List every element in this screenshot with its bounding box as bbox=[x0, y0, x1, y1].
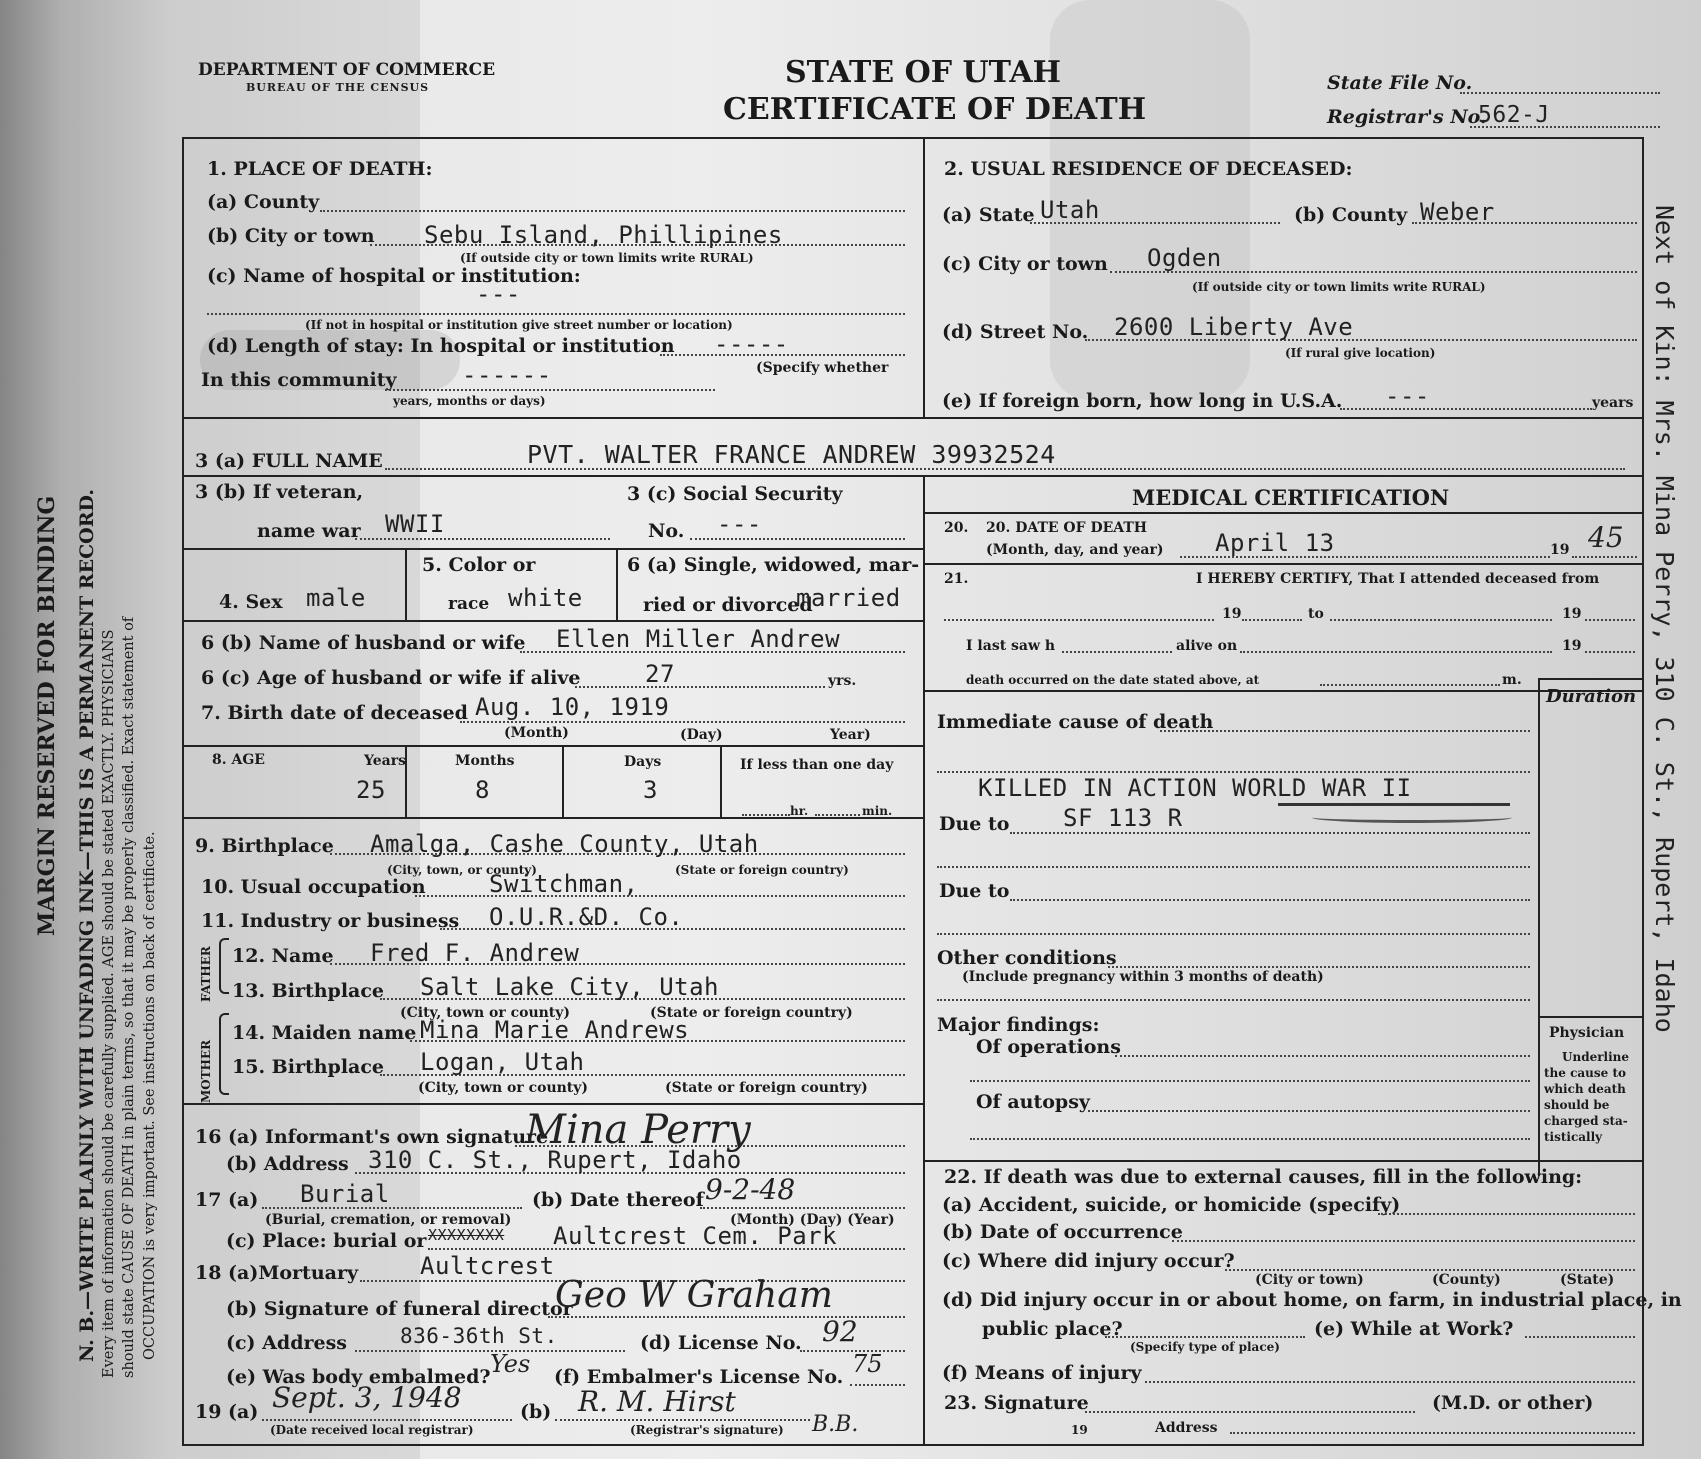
date-thereof-label: (b) Date thereof bbox=[532, 1189, 704, 1211]
while-at-work-label: (e) While at Work? bbox=[1314, 1318, 1514, 1340]
md-label: (M.D. or other) bbox=[1432, 1392, 1594, 1414]
date-thereof-value: 9-2-48 bbox=[705, 1173, 796, 1206]
physician-note-4: should be bbox=[1544, 1098, 1610, 1112]
external-causes-label: 22. If death was due to external causes, fill in the following: bbox=[944, 1166, 1583, 1188]
received-label: 19 (a) bbox=[195, 1401, 259, 1423]
months-value: 8 bbox=[475, 776, 490, 804]
of-autopsy-label: Of autopsy bbox=[976, 1091, 1090, 1113]
due-to-1-label: Due to bbox=[939, 813, 1010, 835]
residence-street-label: (d) Street No. bbox=[942, 321, 1089, 343]
received-hint: (Date received local registrar) bbox=[270, 1423, 474, 1437]
embalmer-label: (f) Embalmer's License No. bbox=[554, 1366, 844, 1388]
birth-date-label: 7. Birth date of deceased bbox=[201, 702, 468, 724]
where-hint-city: (City or town) bbox=[1255, 1272, 1364, 1288]
accident-label: (a) Accident, suicide, or homicide (specify) bbox=[942, 1194, 1401, 1216]
registrar-signature-hint: (Registrar's signature) bbox=[630, 1423, 784, 1437]
signature-address: Address bbox=[1155, 1420, 1218, 1436]
margin-instructions-3: OCCUPATION is very important. See instructions on back of certificate. bbox=[142, 831, 158, 1360]
certify-19c: 19 bbox=[1562, 638, 1582, 654]
birth-year-hint: Year) bbox=[830, 727, 871, 743]
residence-foreign-value: --- bbox=[1385, 382, 1430, 410]
margin-instructions-1: Every item of information should be carefully supplied. AGE should be stated EXACTLY. PHYSICIANS bbox=[101, 629, 117, 1378]
where-hint-state: (State) bbox=[1560, 1272, 1615, 1288]
full-name-value: PVT. WALTER FRANCE ANDREW 39932524 bbox=[527, 440, 1056, 469]
place-city-value: Sebu Island, Phillipines bbox=[424, 221, 783, 249]
mortuary-address-label: (c) Address bbox=[226, 1332, 347, 1354]
embalmer-value: 75 bbox=[852, 1350, 883, 1378]
birth-date-value: Aug. 10, 1919 bbox=[475, 693, 670, 721]
spouse-age-value: 27 bbox=[645, 660, 675, 688]
place-county-label: (a) County bbox=[207, 191, 320, 213]
spouse-value: Ellen Miller Andrew bbox=[556, 625, 841, 653]
date-occurrence-label: (b) Date of occurrence bbox=[942, 1221, 1183, 1243]
place-stay-label: (d) Length of stay: In hospital or institution bbox=[207, 335, 675, 357]
residence-foreign-label: (e) If foreign born, how long in U.S.A. bbox=[942, 390, 1343, 412]
registrar-initials: B.B. bbox=[812, 1412, 859, 1437]
embalmed-label: (e) Was body embalmed? bbox=[226, 1366, 491, 1388]
residence-state-value: Utah bbox=[1040, 196, 1100, 224]
place-specify-hint: (Specify whether bbox=[756, 360, 889, 376]
father-birthplace-hint-city: (City, town or county) bbox=[400, 1005, 571, 1021]
informant-signature: Mina Perry bbox=[525, 1107, 751, 1153]
mother-birthplace-value: Logan, Utah bbox=[420, 1048, 585, 1076]
marital-value: married bbox=[796, 584, 901, 612]
residence-city-label: (c) City or town bbox=[942, 253, 1108, 275]
date-of-death-label: 20. DATE OF DEATH bbox=[986, 520, 1147, 536]
certify-num: 21. bbox=[944, 571, 969, 587]
physician-note-5: charged sta- bbox=[1544, 1114, 1628, 1128]
place-of-burial-label: (c) Place: burial or bbox=[226, 1230, 427, 1252]
physician-note-6: tistically bbox=[1544, 1130, 1603, 1144]
burial-label: 17 (a) bbox=[195, 1189, 259, 1211]
place-hospital-value: --- bbox=[476, 280, 521, 308]
registrar-no-label: Registrar's No. bbox=[1327, 106, 1487, 128]
immediate-cause-value: KILLED IN ACTION WORLD WAR II bbox=[978, 774, 1412, 802]
years-label: Years bbox=[364, 753, 407, 769]
race-value: white bbox=[508, 584, 583, 612]
mother-birthplace-hint-city: (City, town or county) bbox=[418, 1080, 589, 1096]
father-birthplace-hint-state: (State or foreign country) bbox=[650, 1005, 853, 1021]
residence-city-value: Ogden bbox=[1147, 244, 1222, 272]
physician-note-2: the cause to bbox=[1544, 1066, 1627, 1080]
birthplace-hint-state: (State or foreign country) bbox=[675, 863, 849, 877]
spouse-label: 6 (b) Name of husband or wife bbox=[201, 632, 526, 654]
industry-label: 11. Industry or business bbox=[201, 910, 460, 932]
birth-month-hint: (Month) bbox=[504, 725, 569, 741]
date-of-death-century: 19 bbox=[1550, 542, 1570, 558]
residence-street-value: 2600 Liberty Ave bbox=[1114, 313, 1354, 341]
mortuary-label: 18 (a)Mortuary bbox=[195, 1262, 359, 1284]
age-label: 8. AGE bbox=[212, 752, 265, 768]
alive-on-label: alive on bbox=[1176, 638, 1238, 654]
major-findings-label: Major findings: bbox=[937, 1014, 1100, 1036]
veteran-label: 3 (b) If veteran, bbox=[195, 481, 364, 503]
color-label: 5. Color or bbox=[422, 554, 536, 576]
date-thereof-hint: (Month) (Day) (Year) bbox=[730, 1212, 895, 1228]
physician-note-1: Underline bbox=[1562, 1050, 1630, 1064]
residence-foreign-unit: years bbox=[1592, 395, 1634, 411]
full-name-label: 3 (a) FULL NAME bbox=[195, 450, 383, 472]
physician-title: Physician bbox=[1549, 1025, 1625, 1041]
place-of-burial-value: Aultcrest Cem. Park bbox=[553, 1222, 838, 1250]
date-of-death-num: 20. bbox=[944, 520, 969, 536]
registrar-signature: R. M. Hirst bbox=[578, 1385, 736, 1418]
place-city-hint: (If outside city or town limits write RURAL) bbox=[460, 251, 754, 265]
min-label: min. bbox=[862, 804, 893, 818]
date-of-death-hint: (Month, day, and year) bbox=[986, 542, 1164, 558]
birthplace-hint-city: (City, town, or county) bbox=[387, 863, 537, 877]
years-value: 25 bbox=[356, 776, 386, 804]
informant-address-value: 310 C. St., Rupert, Idaho bbox=[368, 1146, 742, 1174]
residence-city-hint: (If outside city or town limits write RURAL) bbox=[1192, 280, 1486, 294]
death-occurred-label: death occurred on the date stated above, at bbox=[966, 673, 1260, 687]
other-conditions-label: Other conditions bbox=[937, 947, 1117, 969]
less-day-label: If less than one day bbox=[740, 757, 894, 773]
spouse-age-label: 6 (c) Age of husband or wife if alive bbox=[201, 667, 581, 689]
certify-text: I HEREBY CERTIFY, That I attended deceased from bbox=[1196, 571, 1600, 587]
residence-county-label: (b) County bbox=[1294, 204, 1408, 226]
mother-birthplace-hint-state: (State or foreign country) bbox=[665, 1080, 868, 1096]
name-war-value: WWII bbox=[385, 510, 445, 538]
father-birthplace-label: 13. Birthplace bbox=[232, 980, 385, 1002]
due-to-1-value: SF 113 R bbox=[1063, 804, 1183, 832]
place-community-value: ------ bbox=[462, 361, 552, 389]
title-certificate: CERTIFICATE OF DEATH bbox=[723, 92, 1147, 127]
birthplace-value: Amalga, Cashe County, Utah bbox=[370, 830, 759, 858]
place-community-label: In this community bbox=[201, 369, 397, 391]
margin-notice-text: N. B.—WRITE PLAINLY WITH UNFADING INK—THIS IS A PERMANENT RECORD. bbox=[76, 489, 98, 1362]
marital-label-2: ried or divorced bbox=[643, 594, 813, 616]
mother-maiden-value: Mina Marie Andrews bbox=[420, 1016, 690, 1044]
father-name-value: Fred F. Andrew bbox=[370, 939, 580, 967]
immediate-cause-label: Immediate cause of death bbox=[937, 711, 1214, 733]
place-of-burial-struck: XXXXXXXX bbox=[428, 1226, 505, 1244]
embalmed-value: Yes bbox=[490, 1350, 531, 1378]
received-date-value: Sept. 3, 1948 bbox=[272, 1381, 462, 1414]
residence-heading: 2. USUAL RESIDENCE OF DECEASED: bbox=[944, 158, 1353, 180]
home-injury-label-1: (d) Did injury occur in or about home, on farm, in industrial place, in bbox=[942, 1289, 1682, 1311]
months-label: Months bbox=[455, 753, 515, 769]
birth-day-hint: (Day) bbox=[680, 727, 723, 743]
father-side-label: FATHER bbox=[199, 946, 213, 1002]
bureau-label: BUREAU OF THE CENSUS bbox=[246, 81, 430, 94]
other-conditions-hint: (Include pregnancy within 3 months of death) bbox=[962, 969, 1324, 985]
ssn-no-label: No. bbox=[648, 520, 685, 542]
place-community-hint: years, months or days) bbox=[393, 394, 546, 408]
birthplace-label: 9. Birthplace bbox=[195, 835, 334, 857]
place-stay-value: ----- bbox=[714, 330, 789, 358]
means-injury-label: (f) Means of injury bbox=[942, 1362, 1142, 1384]
mortuary-value: Aultcrest bbox=[420, 1252, 555, 1280]
days-label: Days bbox=[624, 754, 662, 770]
duration-label: Duration bbox=[1546, 686, 1637, 707]
last-saw-label: I last saw h bbox=[966, 638, 1056, 654]
sex-value: male bbox=[306, 584, 366, 612]
spouse-age-unit: yrs. bbox=[828, 673, 857, 689]
medical-heading: MEDICAL CERTIFICATION bbox=[1132, 485, 1450, 510]
mother-birthplace-label: 15. Birthplace bbox=[232, 1056, 385, 1078]
father-birthplace-value: Salt Lake City, Utah bbox=[420, 973, 719, 1001]
mortuary-address-value: 836-36th St. bbox=[400, 1324, 558, 1348]
hr-label: hr. bbox=[790, 804, 809, 818]
registrar-no-value: 562-J bbox=[1478, 102, 1550, 128]
due-to-2-label: Due to bbox=[939, 880, 1010, 902]
where-injury-label: (c) Where did injury occur? bbox=[942, 1250, 1235, 1272]
burial-value: Burial bbox=[300, 1180, 390, 1208]
burial-hint: (Burial, cremation, or removal) bbox=[265, 1212, 512, 1228]
mother-maiden-label: 14. Maiden name bbox=[232, 1022, 417, 1044]
department-label: DEPARTMENT OF COMMERCE bbox=[198, 60, 496, 80]
race-label: race bbox=[448, 594, 490, 614]
title-state: STATE OF UTAH bbox=[785, 55, 1061, 90]
physician-note-3: which death bbox=[1544, 1082, 1626, 1096]
certify-19b: 19 bbox=[1562, 606, 1582, 622]
name-war-label: name war bbox=[257, 520, 361, 542]
date-of-death-value: April 13 bbox=[1215, 529, 1335, 557]
next-of-kin-note: Next of Kin: Mrs. Mina Perry, 310 C. St., Rupert, Idaho bbox=[1650, 205, 1679, 1033]
home-injury-label-2: public place? bbox=[982, 1318, 1123, 1340]
ssn-value: --- bbox=[717, 510, 762, 538]
certify-to: to bbox=[1308, 606, 1324, 622]
home-injury-hint: (Specify type of place) bbox=[1130, 1340, 1280, 1354]
of-operations-label: Of operations bbox=[976, 1036, 1121, 1058]
informant-address-label: (b) Address bbox=[226, 1153, 349, 1175]
marital-label-1: 6 (a) Single, widowed, mar- bbox=[627, 554, 920, 576]
place-hospital-label: (c) Name of hospital or institution: bbox=[207, 265, 581, 287]
sex-label: 4. Sex bbox=[219, 591, 283, 613]
margin-instructions-2: should state CAUSE OF DEATH in plain terms, so that it may be properly classified. Exact statement of bbox=[121, 616, 137, 1378]
signature-19: 19 bbox=[1071, 1423, 1088, 1437]
funeral-director-label: (b) Signature of funeral director bbox=[226, 1298, 573, 1320]
funeral-director-signature: Geo W Graham bbox=[555, 1275, 833, 1316]
where-hint-county: (County) bbox=[1432, 1272, 1501, 1288]
place-hospital-hint: (If not in hospital or institution give street number or location) bbox=[305, 318, 733, 332]
certify-19a: 19 bbox=[1222, 606, 1242, 622]
place-of-death-heading: 1. PLACE OF DEATH: bbox=[207, 158, 433, 180]
residence-state-label: (a) State bbox=[942, 204, 1035, 226]
place-city-label: (b) City or town bbox=[207, 225, 375, 247]
residence-street-hint: (If rural give location) bbox=[1285, 346, 1436, 360]
state-file-label: State File No. bbox=[1327, 72, 1473, 94]
license-value: 92 bbox=[822, 1315, 858, 1348]
ssn-label: 3 (c) Social Security bbox=[627, 483, 843, 505]
mother-side-label: MOTHER bbox=[199, 1039, 213, 1103]
father-name-label: 12. Name bbox=[232, 945, 334, 967]
occupation-label: 10. Usual occupation bbox=[201, 876, 426, 898]
industry-value: O.U.R.&D. Co. bbox=[489, 903, 684, 931]
informant-label: 16 (a) Informant's own signature bbox=[195, 1126, 549, 1148]
registrar-signature-label: (b) bbox=[520, 1401, 552, 1423]
occupation-value: Switchman, bbox=[489, 870, 639, 898]
license-label: (d) License No. bbox=[640, 1332, 802, 1354]
date-of-death-year: 45 bbox=[1588, 521, 1624, 554]
residence-county-value: Weber bbox=[1420, 198, 1495, 226]
margin-binding-text: MARGIN RESERVED FOR BINDING bbox=[34, 495, 60, 936]
days-value: 3 bbox=[643, 776, 658, 804]
signature-label: 23. Signature bbox=[944, 1392, 1089, 1414]
death-occurred-m: m. bbox=[1502, 672, 1522, 688]
